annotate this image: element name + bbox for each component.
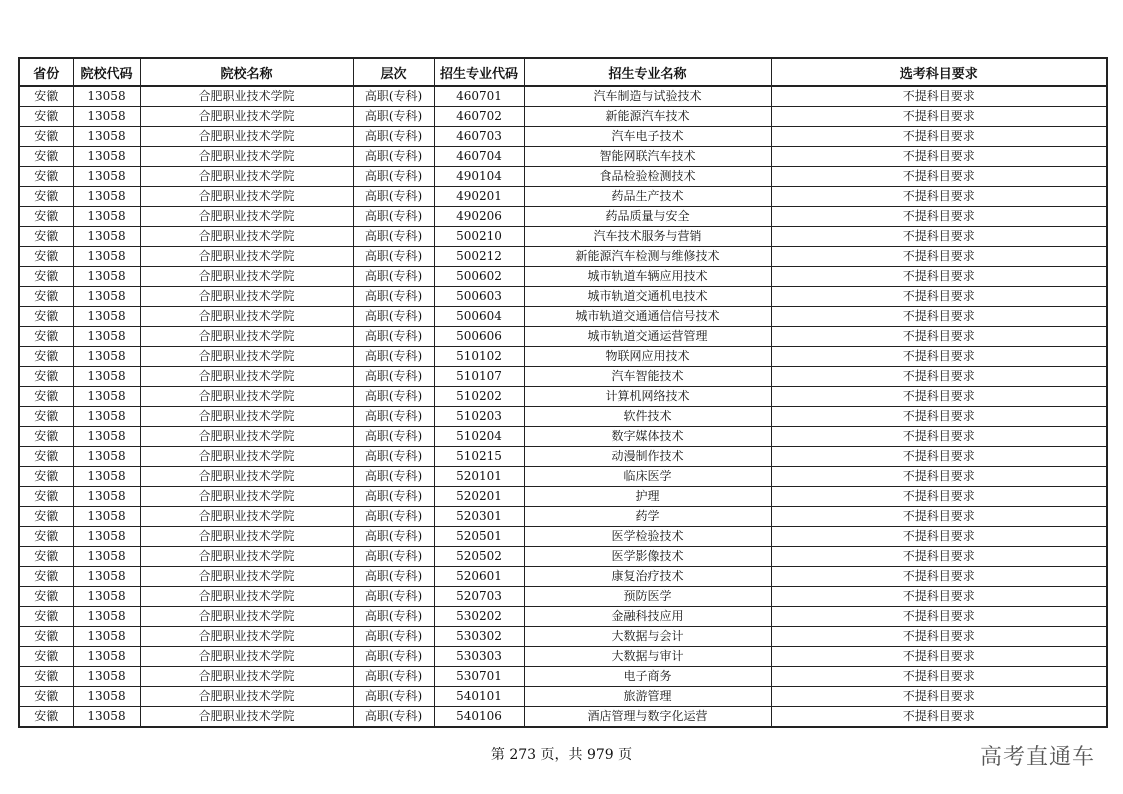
cell-school-code: 13058 [73, 607, 140, 627]
cell-school-code: 13058 [73, 687, 140, 707]
table-row [19, 167, 1107, 187]
cell-province: 安徽 [19, 227, 73, 247]
cell-major-name: 金融科技应用 [524, 607, 771, 627]
cell-school-name: 合肥职业技术学院 [140, 547, 353, 567]
cell-school-name: 合肥职业技术学院 [140, 507, 353, 527]
cell-level: 高职(专科) [353, 347, 434, 367]
cell-school-name: 合肥职业技术学院 [140, 667, 353, 687]
cell-school-code: 13058 [73, 507, 140, 527]
table-row [19, 667, 1107, 687]
cell-level: 高职(专科) [353, 307, 434, 327]
cell-level: 高职(专科) [353, 187, 434, 207]
cell-school-code: 13058 [73, 547, 140, 567]
table-row [19, 307, 1107, 327]
cell-major-code: 540106 [434, 707, 524, 728]
cell-province: 安徽 [19, 307, 73, 327]
cell-school-name: 合肥职业技术学院 [140, 307, 353, 327]
cell-province: 安徽 [19, 187, 73, 207]
cell-major-name: 城市轨道交通通信信号技术 [524, 307, 771, 327]
cell-school-name: 合肥职业技术学院 [140, 367, 353, 387]
table-row [19, 447, 1107, 467]
cell-subject-requirement: 不提科目要求 [771, 627, 1107, 647]
cell-subject-requirement: 不提科目要求 [771, 307, 1107, 327]
cell-level: 高职(专科) [353, 587, 434, 607]
cell-major-name: 汽车技术服务与营销 [524, 227, 771, 247]
table-row [19, 507, 1107, 527]
cell-province: 安徽 [19, 207, 73, 227]
cell-school-name: 合肥职业技术学院 [140, 427, 353, 447]
cell-province: 安徽 [19, 167, 73, 187]
cell-school-name: 合肥职业技术学院 [140, 247, 353, 267]
table-row [19, 327, 1107, 347]
cell-school-code: 13058 [73, 107, 140, 127]
cell-major-name: 药学 [524, 507, 771, 527]
cell-major-name: 软件技术 [524, 407, 771, 427]
cell-school-code: 13058 [73, 147, 140, 167]
cell-major-name: 临床医学 [524, 467, 771, 487]
cell-major-code: 530303 [434, 647, 524, 667]
table-row [19, 427, 1107, 447]
cell-school-code: 13058 [73, 227, 140, 247]
cell-school-name: 合肥职业技术学院 [140, 86, 353, 107]
cell-major-code: 510215 [434, 447, 524, 467]
table-row [19, 86, 1107, 107]
cell-subject-requirement: 不提科目要求 [771, 487, 1107, 507]
cell-subject-requirement: 不提科目要求 [771, 667, 1107, 687]
cell-school-code: 13058 [73, 307, 140, 327]
cell-major-name: 护理 [524, 487, 771, 507]
cell-province: 安徽 [19, 247, 73, 267]
table-row [19, 147, 1107, 167]
cell-school-code: 13058 [73, 587, 140, 607]
cell-major-name: 新能源汽车检测与维修技术 [524, 247, 771, 267]
cell-level: 高职(专科) [353, 467, 434, 487]
cell-level: 高职(专科) [353, 447, 434, 467]
cell-school-code: 13058 [73, 167, 140, 187]
cell-major-code: 520501 [434, 527, 524, 547]
cell-major-name: 物联网应用技术 [524, 347, 771, 367]
table-row [19, 227, 1107, 247]
table-row [19, 347, 1107, 367]
cell-major-code: 510202 [434, 387, 524, 407]
cell-subject-requirement: 不提科目要求 [771, 387, 1107, 407]
table-row [19, 387, 1107, 407]
cell-province: 安徽 [19, 447, 73, 467]
table-row [19, 247, 1107, 267]
cell-school-name: 合肥职业技术学院 [140, 187, 353, 207]
table-row [19, 687, 1107, 707]
cell-major-code: 500210 [434, 227, 524, 247]
cell-level: 高职(专科) [353, 207, 434, 227]
cell-province: 安徽 [19, 147, 73, 167]
column-header-province: 省份 [19, 58, 73, 86]
cell-province: 安徽 [19, 407, 73, 427]
cell-school-name: 合肥职业技术学院 [140, 707, 353, 728]
cell-level: 高职(专科) [353, 287, 434, 307]
cell-major-code: 520502 [434, 547, 524, 567]
cell-subject-requirement: 不提科目要求 [771, 647, 1107, 667]
cell-province: 安徽 [19, 327, 73, 347]
column-header-major-code: 招生专业代码 [434, 58, 524, 86]
cell-level: 高职(专科) [353, 407, 434, 427]
cell-major-code: 520101 [434, 467, 524, 487]
cell-province: 安徽 [19, 347, 73, 367]
cell-school-code: 13058 [73, 127, 140, 147]
cell-subject-requirement: 不提科目要求 [771, 167, 1107, 187]
cell-school-name: 合肥职业技术学院 [140, 267, 353, 287]
cell-school-name: 合肥职业技术学院 [140, 627, 353, 647]
cell-province: 安徽 [19, 547, 73, 567]
cell-province: 安徽 [19, 627, 73, 647]
cell-major-code: 500603 [434, 287, 524, 307]
cell-major-code: 510203 [434, 407, 524, 427]
cell-major-code: 460701 [434, 86, 524, 107]
cell-province: 安徽 [19, 387, 73, 407]
column-header-level: 层次 [353, 58, 434, 86]
cell-subject-requirement: 不提科目要求 [771, 687, 1107, 707]
cell-level: 高职(专科) [353, 387, 434, 407]
cell-major-name: 数字媒体技术 [524, 427, 771, 447]
cell-major-name: 大数据与会计 [524, 627, 771, 647]
cell-province: 安徽 [19, 267, 73, 287]
cell-major-code: 500602 [434, 267, 524, 287]
cell-major-name: 药品生产技术 [524, 187, 771, 207]
cell-subject-requirement: 不提科目要求 [771, 467, 1107, 487]
cell-school-code: 13058 [73, 207, 140, 227]
cell-province: 安徽 [19, 567, 73, 587]
cell-major-name: 大数据与审计 [524, 647, 771, 667]
table-row [19, 567, 1107, 587]
cell-school-name: 合肥职业技术学院 [140, 467, 353, 487]
cell-major-code: 490104 [434, 167, 524, 187]
column-header-subject-requirement: 选考科目要求 [771, 58, 1107, 86]
cell-province: 安徽 [19, 287, 73, 307]
cell-school-name: 合肥职业技术学院 [140, 527, 353, 547]
cell-school-code: 13058 [73, 407, 140, 427]
cell-subject-requirement: 不提科目要求 [771, 507, 1107, 527]
cell-major-name: 城市轨道车辆应用技术 [524, 267, 771, 287]
cell-major-name: 电子商务 [524, 667, 771, 687]
cell-major-code: 520301 [434, 507, 524, 527]
cell-level: 高职(专科) [353, 107, 434, 127]
cell-school-name: 合肥职业技术学院 [140, 587, 353, 607]
cell-major-name: 汽车智能技术 [524, 367, 771, 387]
cell-province: 安徽 [19, 647, 73, 667]
cell-subject-requirement: 不提科目要求 [771, 127, 1107, 147]
table-row [19, 367, 1107, 387]
cell-subject-requirement: 不提科目要求 [771, 267, 1107, 287]
cell-subject-requirement: 不提科目要求 [771, 147, 1107, 167]
cell-major-name: 酒店管理与数字化运营 [524, 707, 771, 728]
cell-major-code: 500606 [434, 327, 524, 347]
cell-school-name: 合肥职业技术学院 [140, 447, 353, 467]
page-number: 第 273 页，共 979 页 [490, 747, 633, 763]
cell-province: 安徽 [19, 127, 73, 147]
cell-level: 高职(专科) [353, 267, 434, 287]
cell-major-code: 520601 [434, 567, 524, 587]
cell-level: 高职(专科) [353, 507, 434, 527]
cell-subject-requirement: 不提科目要求 [771, 187, 1107, 207]
cell-subject-requirement: 不提科目要求 [771, 247, 1107, 267]
cell-major-code: 530302 [434, 627, 524, 647]
cell-major-name: 新能源汽车技术 [524, 107, 771, 127]
table-body [19, 86, 1107, 727]
cell-province: 安徽 [19, 427, 73, 447]
cell-school-code: 13058 [73, 647, 140, 667]
cell-school-code: 13058 [73, 367, 140, 387]
cell-major-name: 城市轨道交通运营管理 [524, 327, 771, 347]
cell-subject-requirement: 不提科目要求 [771, 367, 1107, 387]
cell-level: 高职(专科) [353, 627, 434, 647]
cell-province: 安徽 [19, 367, 73, 387]
cell-subject-requirement: 不提科目要求 [771, 607, 1107, 627]
cell-subject-requirement: 不提科目要求 [771, 587, 1107, 607]
cell-level: 高职(专科) [353, 527, 434, 547]
cell-level: 高职(专科) [353, 147, 434, 167]
table-row [19, 627, 1107, 647]
cell-province: 安徽 [19, 507, 73, 527]
cell-level: 高职(专科) [353, 247, 434, 267]
cell-subject-requirement: 不提科目要求 [771, 327, 1107, 347]
cell-level: 高职(专科) [353, 227, 434, 247]
table-row [19, 647, 1107, 667]
cell-school-name: 合肥职业技术学院 [140, 147, 353, 167]
cell-school-name: 合肥职业技术学院 [140, 107, 353, 127]
cell-school-name: 合肥职业技术学院 [140, 127, 353, 147]
table-row [19, 187, 1107, 207]
table-header-row [19, 58, 1107, 86]
cell-subject-requirement: 不提科目要求 [771, 207, 1107, 227]
cell-subject-requirement: 不提科目要求 [771, 86, 1107, 107]
cell-major-name: 医学检验技术 [524, 527, 771, 547]
cell-school-code: 13058 [73, 427, 140, 447]
cell-subject-requirement: 不提科目要求 [771, 527, 1107, 547]
column-header-school-name: 院校名称 [140, 58, 353, 86]
cell-subject-requirement: 不提科目要求 [771, 107, 1107, 127]
cell-level: 高职(专科) [353, 667, 434, 687]
cell-major-code: 460704 [434, 147, 524, 167]
cell-school-name: 合肥职业技术学院 [140, 487, 353, 507]
cell-major-code: 460702 [434, 107, 524, 127]
cell-major-code: 530701 [434, 667, 524, 687]
cell-school-code: 13058 [73, 86, 140, 107]
table-row [19, 127, 1107, 147]
cell-major-name: 汽车电子技术 [524, 127, 771, 147]
cell-level: 高职(专科) [353, 647, 434, 667]
cell-school-code: 13058 [73, 287, 140, 307]
cell-school-code: 13058 [73, 267, 140, 287]
cell-major-name: 食品检验检测技术 [524, 167, 771, 187]
cell-province: 安徽 [19, 687, 73, 707]
cell-subject-requirement: 不提科目要求 [771, 227, 1107, 247]
cell-school-code: 13058 [73, 187, 140, 207]
cell-major-name: 预防医学 [524, 587, 771, 607]
table-row [19, 407, 1107, 427]
table-row [19, 107, 1107, 127]
cell-subject-requirement: 不提科目要求 [771, 567, 1107, 587]
cell-major-name: 城市轨道交通机电技术 [524, 287, 771, 307]
cell-major-name: 智能网联汽车技术 [524, 147, 771, 167]
cell-major-code: 510204 [434, 427, 524, 447]
cell-subject-requirement: 不提科目要求 [771, 347, 1107, 367]
cell-major-code: 510107 [434, 367, 524, 387]
cell-school-code: 13058 [73, 447, 140, 467]
table-row [19, 607, 1107, 627]
cell-school-code: 13058 [73, 387, 140, 407]
cell-major-code: 520201 [434, 487, 524, 507]
cell-school-code: 13058 [73, 667, 140, 687]
cell-major-name: 医学影像技术 [524, 547, 771, 567]
cell-major-name: 康复治疗技术 [524, 567, 771, 587]
cell-level: 高职(专科) [353, 127, 434, 147]
cell-major-name: 动漫制作技术 [524, 447, 771, 467]
table-row [19, 547, 1107, 567]
cell-subject-requirement: 不提科目要求 [771, 407, 1107, 427]
cell-school-name: 合肥职业技术学院 [140, 287, 353, 307]
cell-level: 高职(专科) [353, 487, 434, 507]
cell-school-code: 13058 [73, 527, 140, 547]
cell-major-code: 530202 [434, 607, 524, 627]
cell-major-code: 540101 [434, 687, 524, 707]
table-row [19, 287, 1107, 307]
table-row [19, 527, 1107, 547]
cell-province: 安徽 [19, 707, 73, 728]
cell-school-code: 13058 [73, 467, 140, 487]
cell-school-name: 合肥职业技术学院 [140, 387, 353, 407]
cell-school-name: 合肥职业技术学院 [140, 207, 353, 227]
column-header-school-code: 院校代码 [73, 58, 140, 86]
cell-subject-requirement: 不提科目要求 [771, 287, 1107, 307]
column-header-major-name: 招生专业名称 [524, 58, 771, 86]
cell-level: 高职(专科) [353, 367, 434, 387]
cell-major-name: 汽车制造与试验技术 [524, 86, 771, 107]
table-row [19, 587, 1107, 607]
cell-school-name: 合肥职业技术学院 [140, 167, 353, 187]
table-row [19, 207, 1107, 227]
cell-major-code: 490201 [434, 187, 524, 207]
cell-level: 高职(专科) [353, 167, 434, 187]
cell-level: 高职(专科) [353, 707, 434, 728]
cell-school-code: 13058 [73, 347, 140, 367]
table-row [19, 707, 1107, 728]
cell-major-code: 500212 [434, 247, 524, 267]
admission-table [18, 57, 1108, 728]
table-row [19, 467, 1107, 487]
cell-major-code: 490206 [434, 207, 524, 227]
cell-major-code: 500604 [434, 307, 524, 327]
cell-province: 安徽 [19, 667, 73, 687]
cell-level: 高职(专科) [353, 427, 434, 447]
cell-school-code: 13058 [73, 327, 140, 347]
cell-level: 高职(专科) [353, 547, 434, 567]
cell-school-name: 合肥职业技术学院 [140, 647, 353, 667]
cell-major-code: 520703 [434, 587, 524, 607]
cell-level: 高职(专科) [353, 687, 434, 707]
table-row [19, 487, 1107, 507]
cell-major-code: 510102 [434, 347, 524, 367]
cell-school-code: 13058 [73, 247, 140, 267]
cell-province: 安徽 [19, 527, 73, 547]
watermark-logo: 高考直通车 [979, 745, 1095, 770]
cell-subject-requirement: 不提科目要求 [771, 427, 1107, 447]
cell-level: 高职(专科) [353, 607, 434, 627]
cell-school-code: 13058 [73, 627, 140, 647]
cell-level: 高职(专科) [353, 327, 434, 347]
cell-major-name: 计算机网络技术 [524, 387, 771, 407]
cell-school-name: 合肥职业技术学院 [140, 327, 353, 347]
cell-major-name: 旅游管理 [524, 687, 771, 707]
cell-school-name: 合肥职业技术学院 [140, 227, 353, 247]
cell-school-name: 合肥职业技术学院 [140, 607, 353, 627]
cell-major-name: 药品质量与安全 [524, 207, 771, 227]
cell-province: 安徽 [19, 107, 73, 127]
cell-subject-requirement: 不提科目要求 [771, 447, 1107, 467]
cell-province: 安徽 [19, 86, 73, 107]
cell-school-code: 13058 [73, 567, 140, 587]
cell-level: 高职(专科) [353, 567, 434, 587]
cell-school-code: 13058 [73, 487, 140, 507]
cell-school-code: 13058 [73, 707, 140, 728]
cell-subject-requirement: 不提科目要求 [771, 707, 1107, 728]
cell-subject-requirement: 不提科目要求 [771, 547, 1107, 567]
cell-province: 安徽 [19, 607, 73, 627]
table-row [19, 267, 1107, 287]
cell-school-name: 合肥职业技术学院 [140, 567, 353, 587]
cell-school-name: 合肥职业技术学院 [140, 407, 353, 427]
cell-school-name: 合肥职业技术学院 [140, 687, 353, 707]
cell-province: 安徽 [19, 487, 73, 507]
cell-major-code: 460703 [434, 127, 524, 147]
cell-province: 安徽 [19, 587, 73, 607]
cell-province: 安徽 [19, 467, 73, 487]
cell-school-name: 合肥职业技术学院 [140, 347, 353, 367]
cell-level: 高职(专科) [353, 86, 434, 107]
